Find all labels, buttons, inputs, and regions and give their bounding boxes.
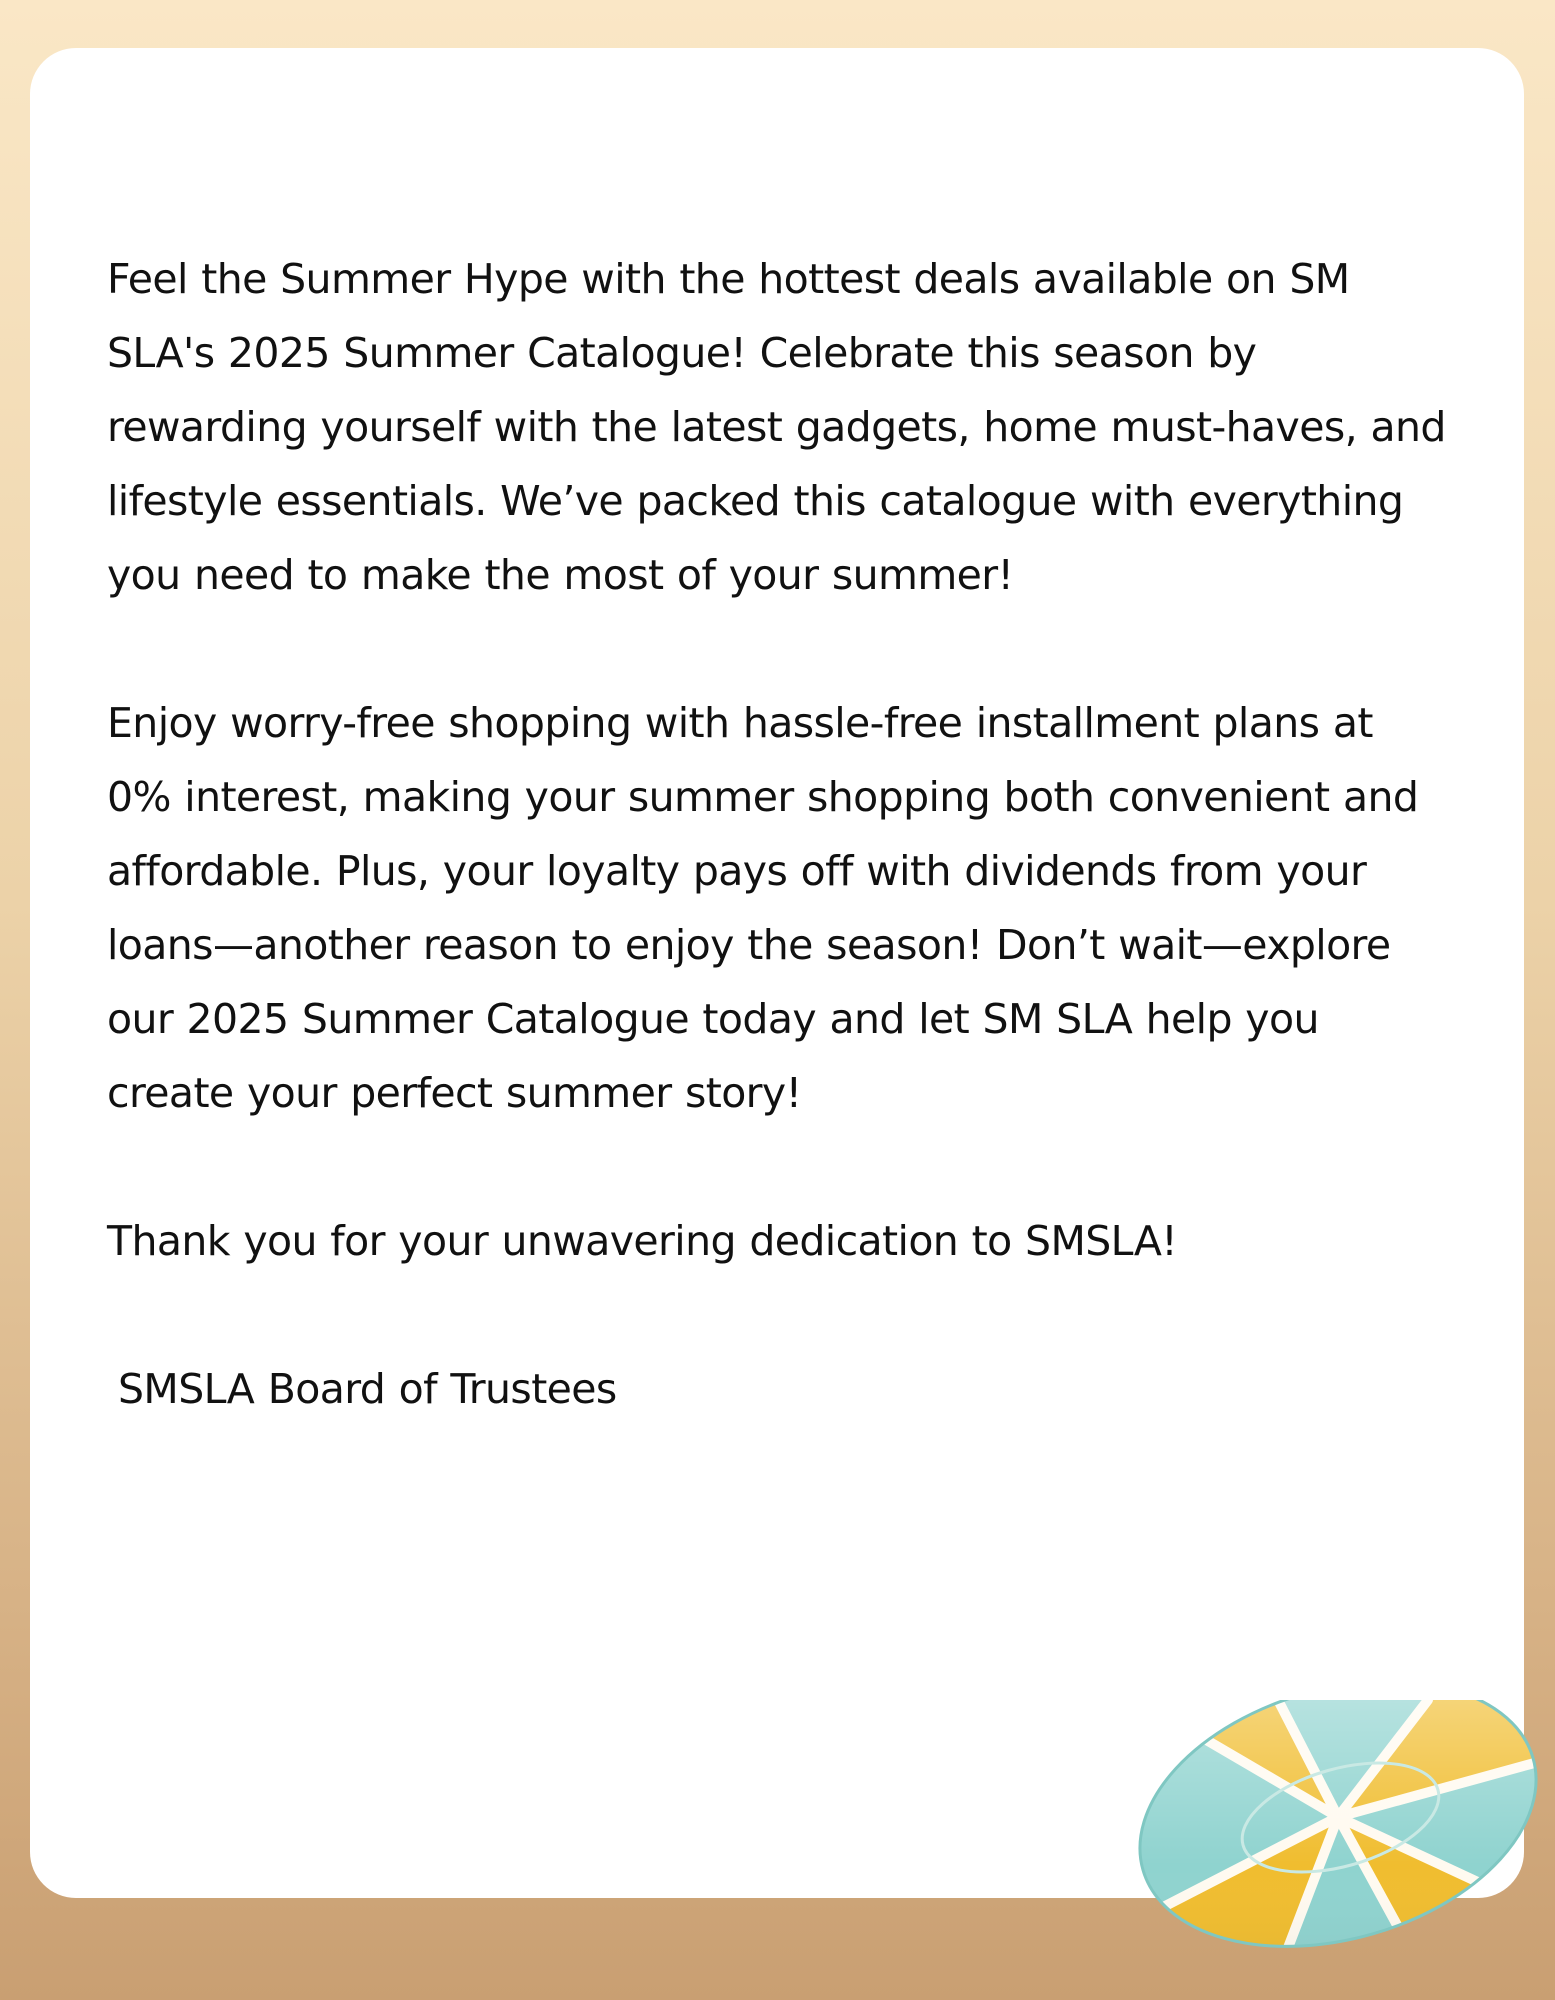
letter-paragraph-1: Feel the Summer Hype with the hottest deals available on SM SLA's 2025 Summer Catalogue! Celebrate this season by rewarding yourself with the latest gadgets, home must-haves, and lifestyle essentials. We’ve packed this catalogue with everything you need to make the most of your summer! xyxy=(107,255,1446,599)
signature: SMSLA Board of Trustees xyxy=(118,1365,617,1413)
swim-ring-icon xyxy=(1138,1700,1538,2000)
letter-body xyxy=(107,242,1447,1426)
thank-you-line: Thank you for your unwavering dedication to SMSLA! xyxy=(107,1217,1178,1265)
letter-paragraph-2: Enjoy worry-free shopping with hassle-free installment plans at 0% interest, making your summer shopping both convenient and affordable. Plus, your loyalty pays off with dividends from your loans—another reason to enjoy the season! Don’t wait—explore our 2025 Summer Catalogue today and let SM SLA help you create your perfect summer story! xyxy=(107,699,1419,1117)
